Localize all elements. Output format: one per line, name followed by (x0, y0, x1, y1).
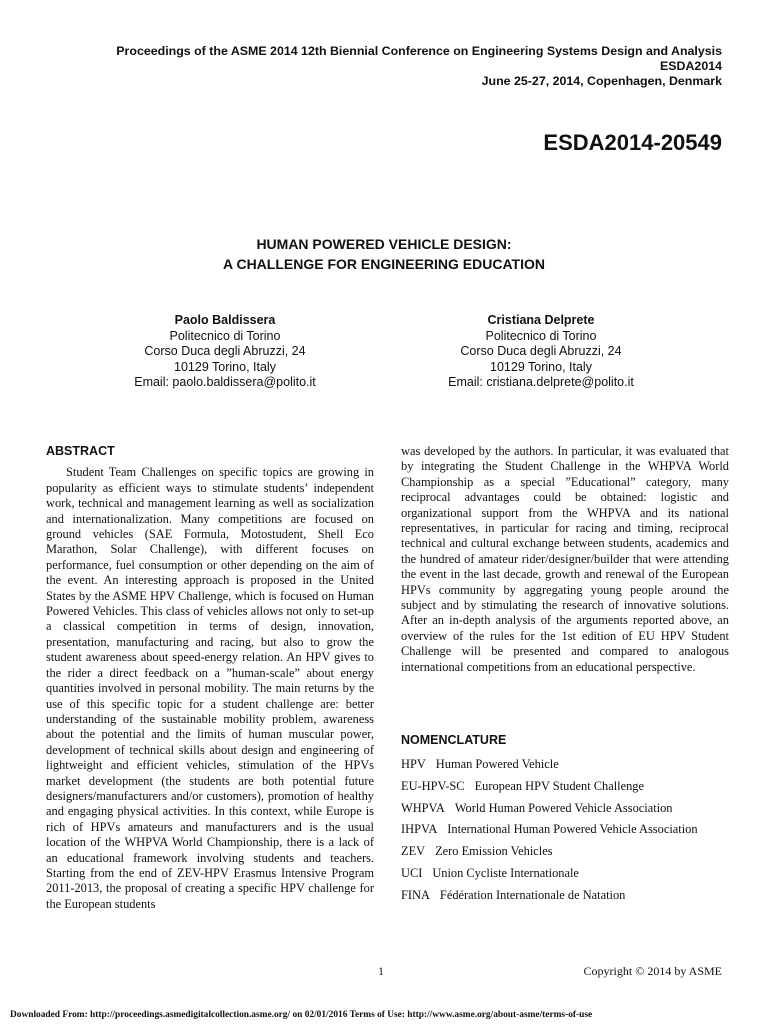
copyright-notice: Copyright © 2014 by ASME (583, 964, 722, 978)
author-block-1 (75, 313, 375, 391)
nomenclature-item (401, 754, 731, 776)
nomenclature-definition: Fédération Internationale de Natation (439, 887, 626, 902)
author-email: Email: paolo.baldissera@polito.it (134, 375, 316, 389)
author-city: 10129 Torino, Italy (490, 359, 592, 374)
conference-code: ESDA2014 (660, 59, 722, 73)
proceedings-header (116, 44, 722, 89)
nomenclature-abbr: HPV (401, 757, 426, 771)
author-affiliation: Politecnico di Torino (169, 328, 281, 343)
proceedings-title: Proceedings of the ASME 2014 12th Biennial Conference on Engineering Systems Design and Analysis (116, 44, 722, 58)
author-address: Corso Duca degli Abruzzi, 24 (144, 344, 306, 358)
nomenclature-section (401, 733, 731, 907)
nomenclature-abbr: IHPVA (401, 822, 438, 837)
author-name: Cristiana Delprete (487, 313, 595, 327)
nomenclature-abbr: FINA (401, 887, 430, 902)
nomenclature-abbr: WHPVA (401, 800, 445, 815)
paper-id: ESDA2014-20549 (543, 130, 722, 155)
paper-title (0, 234, 768, 274)
conference-date-place: June 25-27, 2014, Copenhagen, Denmark (481, 74, 722, 88)
nomenclature-item (401, 798, 731, 820)
nomenclature-heading: NOMENCLATURE (401, 733, 507, 747)
nomenclature-definition: Human Powered Vehicle (435, 757, 559, 771)
nomenclature-definition: European HPV Student Challenge (474, 778, 645, 793)
author-address: Corso Duca degli Abruzzi, 24 (460, 344, 622, 358)
abstract-heading: ABSTRACT (46, 444, 115, 458)
nomenclature-abbr: EU-HPV-SC (401, 778, 465, 793)
left-column (46, 444, 374, 912)
nomenclature-item (401, 841, 731, 863)
nomenclature-definition: World Human Powered Vehicle Association (454, 800, 673, 815)
nomenclature-definition: International Human Powered Vehicle Association (447, 822, 698, 837)
author-block-2 (391, 313, 691, 391)
author-city: 10129 Torino, Italy (174, 359, 276, 374)
nomenclature-definition: Union Cycliste Internationale (432, 865, 579, 880)
nomenclature-abbr: ZEV (401, 844, 426, 859)
author-name: Paolo Baldissera (174, 313, 276, 327)
nomenclature-abbr: UCI (401, 865, 423, 880)
abstract-text-right: was developed by the authors. In particular, it was evaluated that by integrating the Student Challenge in the WHPVA World Championship as a special ”Educational” category, many reciprocal advantages could be obtained: logistic and organizational support from the WHPVA and its national representatives, in particular for racing and timing, reciprocal technical and cultural exchange between students, academics and the hundred of amateur rider/designer/builder that were attending the event in the last decade, growth and renewal of the European HPVs community by aggregating young people around the subject and by stimulating the research of innovative solutions. After an in-depth analysis of the arguments reported above, an overview of the rules for the 1st edition of EU HPV Student Challenge will be presented and compared to analogous international competitions from an educational perspective. (401, 444, 729, 674)
abstract-text-left: Student Team Challenges on specific topics are growing in popularity as efficient ways to stimulate students’ independent work, technical and management learning as well as socialization and internationalization. Many competitions are focused on ground vehicles (SAE Formula, Motostudent, Shell Eco Marathon, Solar Challenge), with different focuses on performance, fuel consumption or other depending on the aim of the event. An interesting approach is proposed in the United States by the ASME HPV Challenge, which is focused on Human Powered Vehicles. This class of vehicles allows not only to set-up a classical competition in terms of design, innovation, presentation, manufacturing and racing, but also to grow the student awareness about speed-energy relation. An HPV gives to the rider a direct feedback on a ”human-scale” about energy quantities involved in personal mobility. The main returns by the use of this specific topic for a student challenge are: better understanding of the sustainable mobility problem, awareness about the potential and the limits of human muscular power, development of technical skills about design and engineering of lightweight and efficient vehicles, stimulation of the HPVs market development (the students are both potential future designers/manufacturers and/or customers), promotion of healthy and engaging physical activities. In this context, while Europe is rich of HPVs amateurs and manufacturers and is the usual location of the WHPVA World Championship, there is a lack of an educational framework involving students and teachers. Starting from the end of ZEV-HPV Erasmus Intensive Program 2011-2013, the proposal of creating a specific HPV challenge for the European students (46, 465, 374, 911)
nomenclature-item (401, 863, 731, 885)
author-email: Email: cristiana.delprete@polito.it (448, 375, 634, 389)
nomenclature-item (401, 885, 731, 907)
nomenclature-item (401, 819, 731, 841)
author-affiliation: Politecnico di Torino (485, 328, 597, 343)
title-line-2: A CHALLENGE FOR ENGINEERING EDUCATION (222, 256, 545, 272)
title-line-1: HUMAN POWERED VEHICLE DESIGN: (256, 236, 512, 252)
page-number: 1 (378, 964, 384, 978)
right-column (401, 444, 729, 675)
download-note: Downloaded From: http://proceedings.asmedigitalcollection.asme.org/ on 02/01/2016 Terms of Use: http://www.asme.org/about-asme/terms-of-use (10, 1010, 593, 1020)
nomenclature-item (401, 776, 731, 798)
nomenclature-definition: Zero Emission Vehicles (435, 844, 553, 859)
